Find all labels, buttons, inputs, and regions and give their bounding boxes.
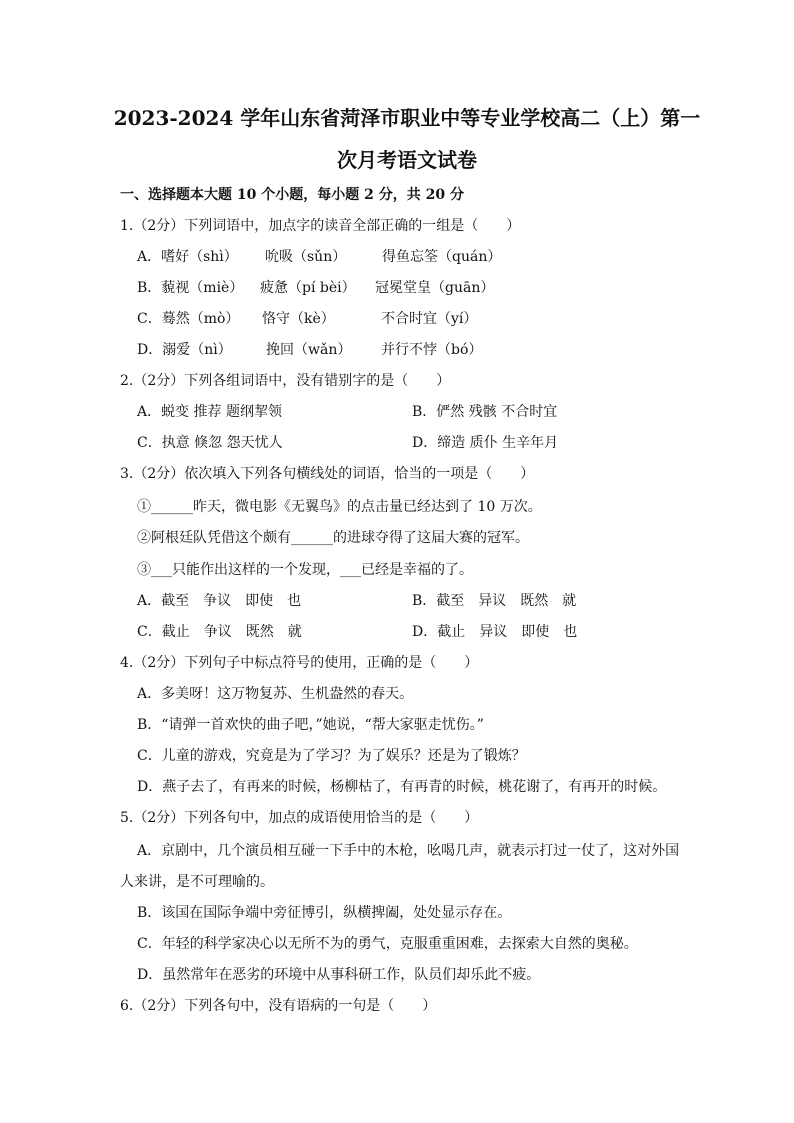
q2-option-a: A．蜕变 推荐 题纲挈领: [137, 404, 283, 420]
q4-option-b: B．“请弹一首欢快的曲子吧，”她说，“帮大家驱走忧伤。”: [137, 717, 484, 733]
q3-sentence-3: ③___只能作出这样的一个发现，___已经是幸福的了。: [137, 562, 473, 578]
q3-option-b: B．截至 异议 既然 就: [412, 593, 577, 609]
q3-option-a: A．截至 争议 即使 也: [137, 593, 302, 609]
q1-option-c-2: 恪守（kè）: [262, 311, 335, 327]
exam-title-line1: 2023-2024 学年山东省菏泽市职业中等专业学校高二（上）第一: [113, 106, 701, 130]
q2-option-c: C．执意 倏忽 怨天忧人: [137, 435, 283, 451]
q3-sentence-2: ②阿根廷队凭借这个颇有______的进球夺得了这届大赛的冠军。: [137, 530, 529, 546]
q1-option-a-3: 得鱼忘筌（quán）: [382, 249, 502, 265]
q3-option-d: D．截止 异议 即使 也: [412, 624, 578, 640]
question-4-stem: 4.（2分）下列句子中标点符号的使用，正确的是（ ）: [120, 655, 479, 671]
exam-title-line2: 次月考语文试卷: [337, 148, 477, 172]
q1-option-a-2: 吮吸（sǔn）: [265, 249, 347, 265]
q4-option-d: D．燕子去了，有再来的时候，杨柳枯了，有再青的时候，桃花谢了，有再开的时候。: [137, 779, 667, 795]
q2-option-b: B．俨然 残骸 不合时宜: [412, 404, 558, 420]
q5-option-b: B．该国在国际争端中旁征博引，纵横捭阖，处处显示存在。: [137, 905, 512, 921]
question-2-stem: 2.（2分）下列各组词语中，没有错别字的是（ ）: [120, 373, 451, 389]
question-5-stem: 5.（2分）下列各句中，加点的成语使用恰当的是（ ）: [120, 810, 479, 826]
q5-option-c: C．年轻的科学家决心以无所不为的勇气，克服重重困难，去探索大自然的奥秘。: [137, 936, 638, 952]
q1-option-b-1: B．藐视（miè）: [137, 280, 244, 296]
q1-option-d-2: 挽回（wǎn）: [266, 342, 352, 358]
q3-option-c: C．截止 争议 既然 就: [137, 624, 302, 640]
q1-option-c-1: C．蓦然（mò）: [137, 311, 240, 327]
question-3-stem: 3.（2分）依次填入下列各句横线处的词语，恰当的一项是（ ）: [120, 466, 535, 482]
q1-option-b-2: 疲惫（pí bèi）: [260, 280, 356, 296]
question-6-stem: 6.（2分）下列各句中，没有语病的一句是（ ）: [120, 998, 437, 1014]
section-heading: 一、选择题本大题 10 个小题，每小题 2 分，共 20 分: [120, 187, 464, 203]
q2-option-d: D．缔造 质仆 生辛年月: [412, 435, 559, 451]
q4-option-a: A．多美呀！这万物复苏、生机盎然的春天。: [137, 686, 414, 702]
question-1-stem: 1.（2分）下列词语中，加点字的读音全部正确的一组是（ ）: [120, 218, 521, 234]
q1-option-a-1: A．嗜好（shì）: [137, 249, 238, 265]
q1-option-b-3: 冠冕堂皇（guān）: [375, 280, 495, 296]
q1-option-c-3: 不合时宜（yí）: [381, 311, 478, 327]
q5-option-d: D．虽然常年在恶劣的环境中从事科研工作，队员们却乐此不疲。: [137, 967, 541, 983]
q3-sentence-1: ①______昨天，微电影《无翼鸟》的点击量已经达到了 10 万次。: [137, 499, 542, 515]
q1-option-d-1: D．溺爱（nì）: [137, 342, 232, 358]
q1-option-d-3: 并行不悖（bó）: [381, 342, 483, 358]
q5-option-a-line2: 人来讲，是不可理喻的。: [120, 874, 274, 890]
q5-option-a-line1: A．京剧中，几个演员相互碰一下手中的木枪，吆喝几声，就表示打过一仗了，这对外国: [137, 843, 680, 859]
q4-option-c: C．儿童的游戏，究竟是为了学习？为了娱乐？还是为了锻炼？: [137, 748, 526, 764]
